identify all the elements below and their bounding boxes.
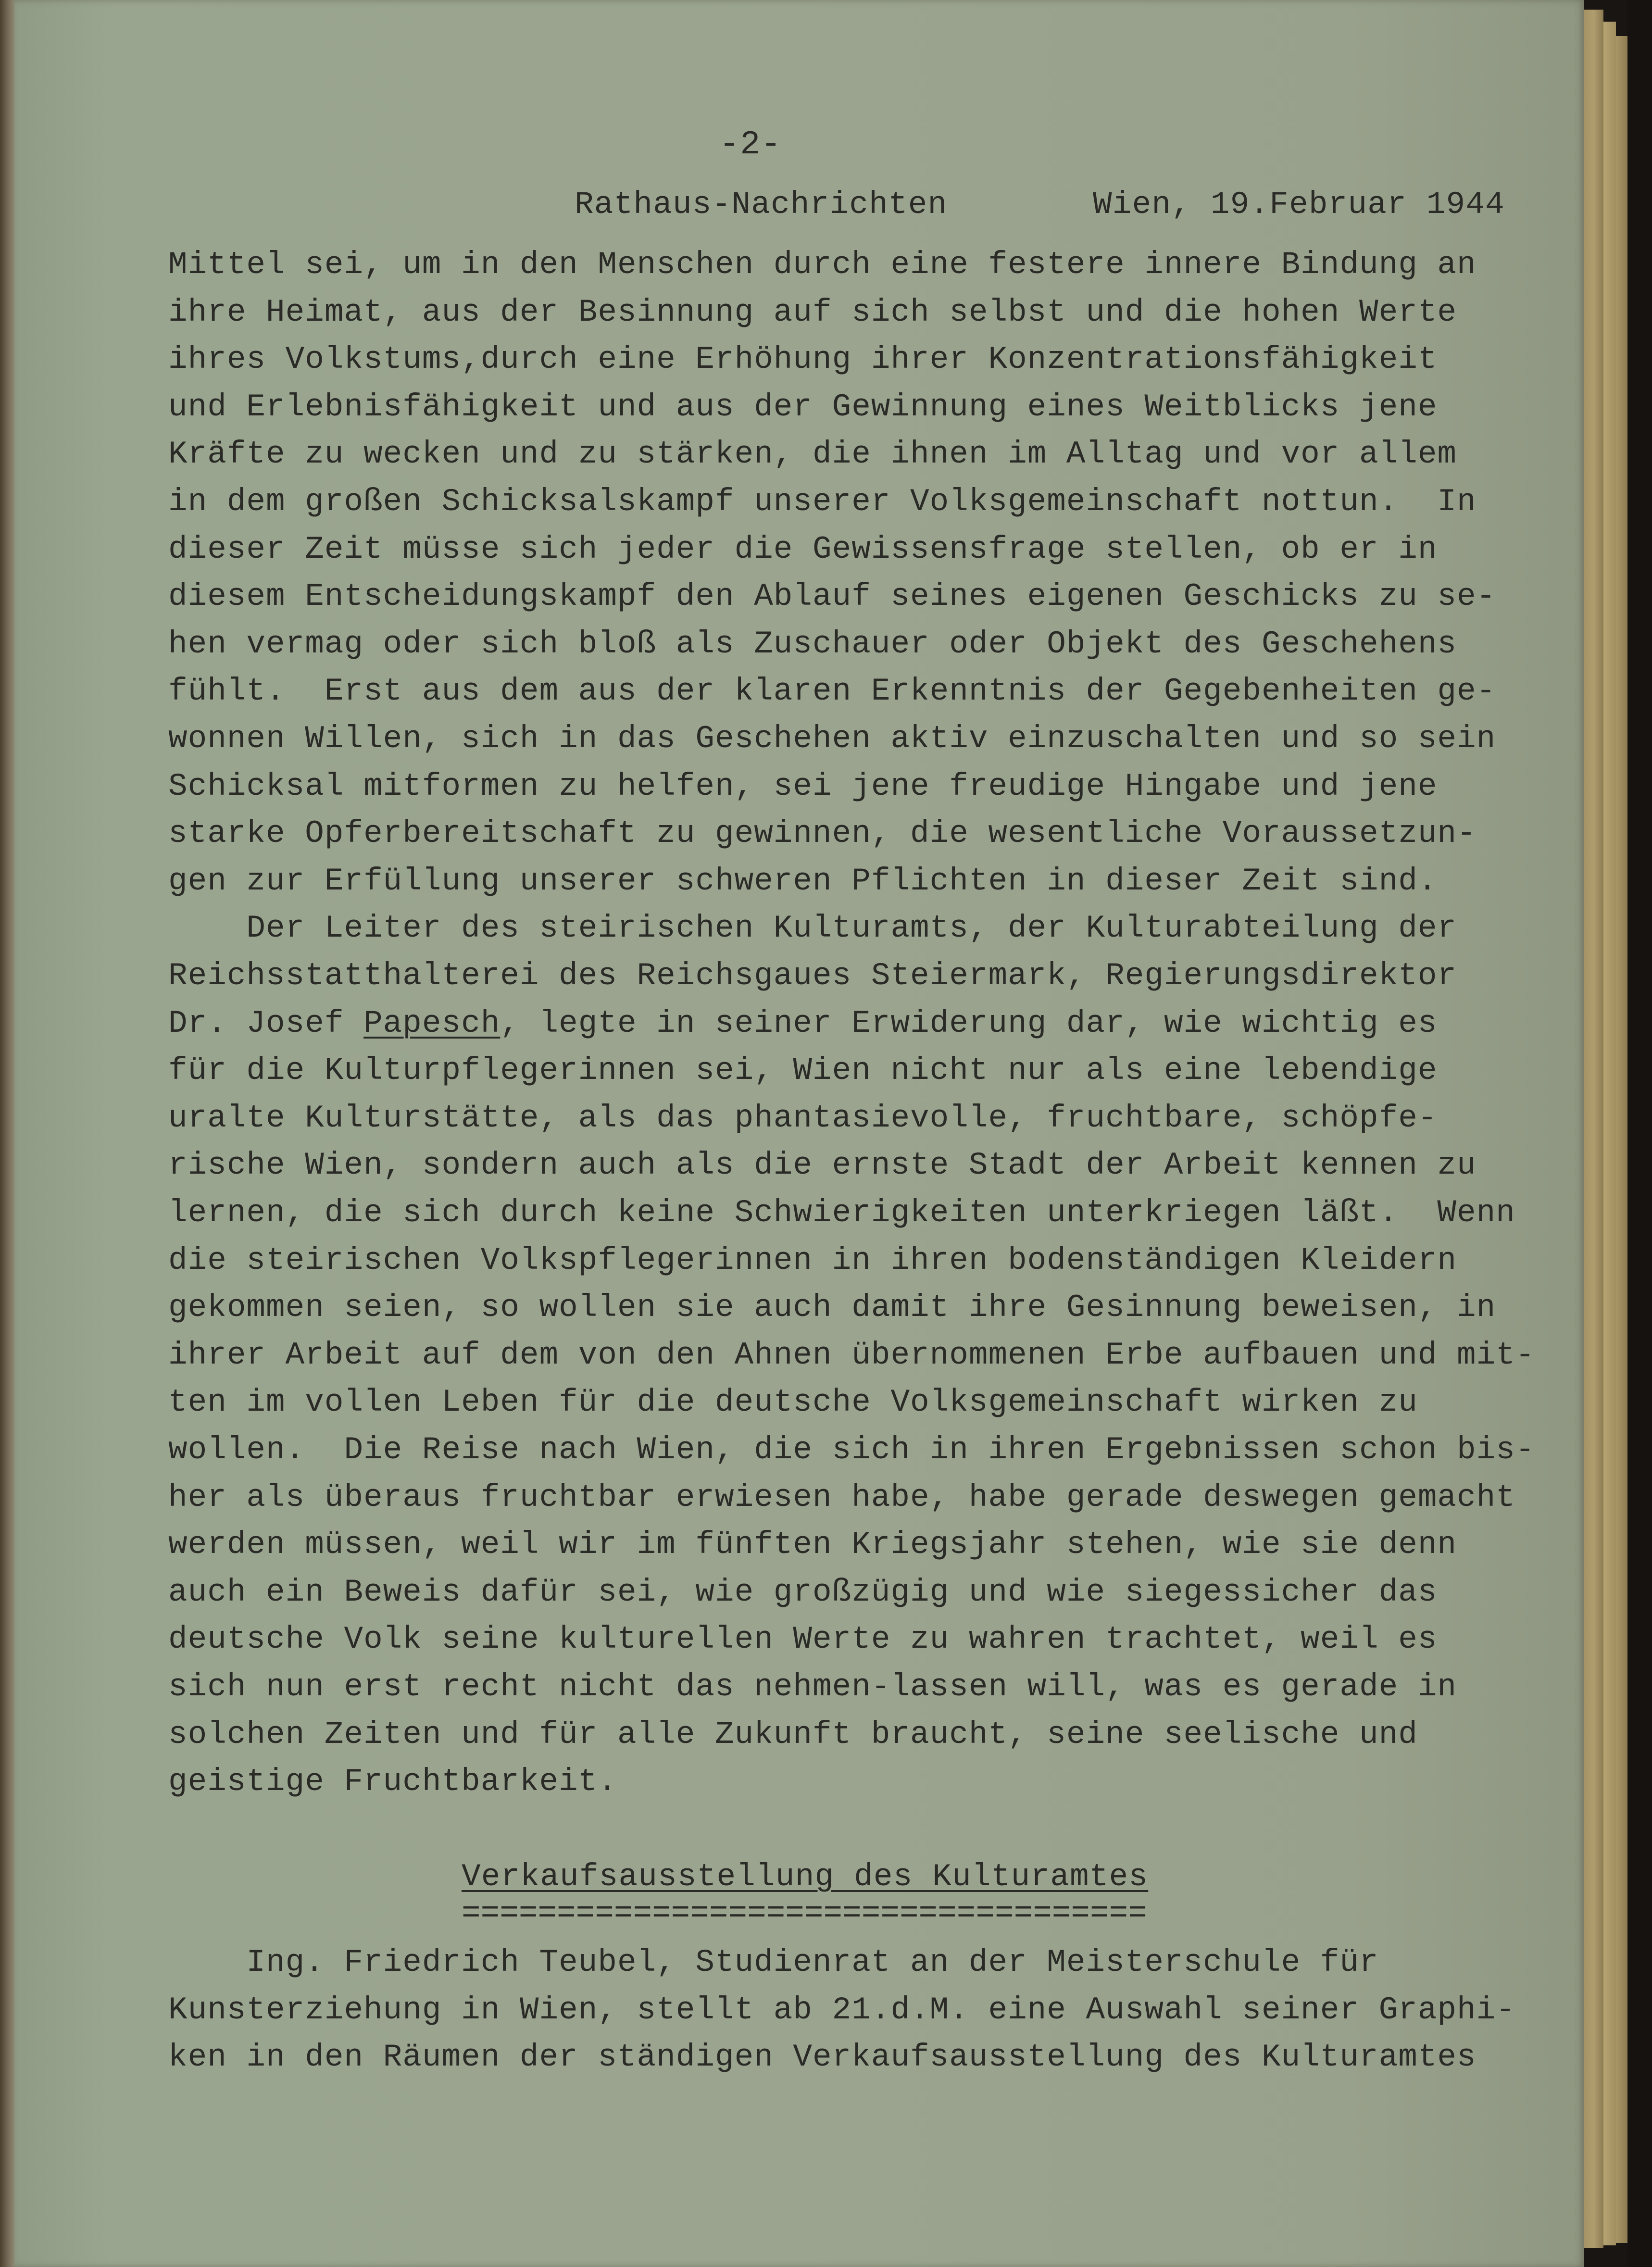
- page-stack-shadow: [1627, 0, 1652, 2267]
- header-date: Wien, 19.Februar 1944: [1093, 187, 1505, 223]
- text-line: gekommen seien, so wollen sie auch damit ihre Gesinnung beweisen, in: [168, 1290, 1496, 1326]
- text-line: hen vermag oder sich bloß als Zuschauer oder Objekt des Geschehens: [168, 626, 1457, 662]
- text-line: [168, 1002, 1437, 1045]
- text-line: rische Wien, sondern auch als die ernste Stadt der Arbeit kennen zu: [168, 1147, 1477, 1184]
- header-source: Rathaus-Nachrichten: [575, 187, 948, 223]
- text-line: her als überaus fruchtbar erwiesen habe, habe gerade deswegen gemacht: [168, 1479, 1515, 1516]
- text-line: ten im vollen Leben für die deutsche Volksgemeinschaft wirken zu: [168, 1384, 1418, 1421]
- text-line: werden müssen, weil wir im fünften Kriegsjahr stehen, wie sie denn: [168, 1527, 1457, 1563]
- underlined-name: Papesch: [363, 1005, 501, 1041]
- text-fragment: , legte in seiner Erwiderung dar, wie wichtig es: [500, 1005, 1438, 1041]
- text-line: ken in den Räumen der ständigen Verkaufsausstellung des Kulturamtes: [168, 2039, 1477, 2076]
- text-line: sich nun erst recht nicht das nehmen-lassen will, was es gerade in: [168, 1669, 1457, 1705]
- text-line: Schicksal mitformen zu helfen, sei jene freudige Hingabe und jene: [168, 768, 1438, 804]
- text-fragment: Dr. Josef: [168, 1005, 364, 1041]
- text-line: fühlt. Erst aus dem aus der klaren Erkenntnis der Gegebenheiten ge-: [168, 673, 1496, 710]
- text-line: und Erlebnisfähigkeit und aus der Gewinnung eines Weitblicks jene: [168, 388, 1438, 425]
- text-line: uralte Kulturstätte, als das phantasievolle, fruchtbare, schöpfe-: [168, 1100, 1438, 1136]
- text-line: in dem großen Schicksalskampf unserer Volksgemeinschaft nottun. In: [168, 484, 1477, 520]
- section-title-rule: ====================================: [462, 1895, 1147, 1931]
- text-line: deutsche Volk seine kulturellen Werte zu wahren trachtet, weil es: [168, 1621, 1438, 1658]
- text-line: lernen, die sich durch keine Schwierigkeiten unterkriegen läßt. Wenn: [168, 1195, 1515, 1231]
- text-line: für die Kulturpflegerinnen sei, Wien nicht nur als eine lebendige: [168, 1052, 1438, 1089]
- text-line: dieser Zeit müsse sich jeder die Gewissensfrage stellen, ob er in: [168, 531, 1438, 567]
- text-line: Mittel sei, um in den Menschen durch eine festere innere Bindung an: [168, 247, 1477, 283]
- text-line: Der Leiter des steirischen Kulturamts, der Kulturabteilung der: [168, 910, 1457, 947]
- page-stack-edge: [1603, 22, 1616, 2245]
- text-line: ihres Volkstums,durch eine Erhöhung ihrer Konzentrationsfähigkeit: [168, 341, 1438, 378]
- text-line: starke Opferbereitschaft zu gewinnen, die wesentliche Voraussetzun-: [168, 815, 1477, 852]
- text-line: ihre Heimat, aus der Besinnung auf sich selbst und die hohen Werte: [168, 294, 1457, 330]
- text-line: ihrer Arbeit auf dem von den Ahnen übernommenen Erbe aufbauen und mit-: [168, 1337, 1535, 1373]
- text-line: Reichsstatthalterei des Reichsgaues Steiermark, Regierungsdirektor: [168, 958, 1457, 994]
- document-sheet: [14, 0, 1584, 2267]
- section-title: Verkaufsausstellung des Kulturamtes: [462, 1859, 1149, 1895]
- text-line: wonnen Willen, sich in das Geschehen aktiv einzuschalten und so sein: [168, 721, 1496, 757]
- text-line: Ing. Friedrich Teubel, Studienrat an der Meisterschule für: [168, 1944, 1379, 1980]
- text-line: Kräfte zu wecken und zu stärken, die ihnen im Alltag und vor allem: [168, 436, 1457, 473]
- page-stack-edge: [1584, 10, 1603, 2248]
- text-line: gen zur Erfüllung unserer schweren Pflichten in dieser Zeit sind.: [168, 863, 1438, 899]
- text-line: Kunsterziehung in Wien, stellt ab 21.d.M. eine Auswahl seiner Graphi-: [168, 1991, 1515, 2028]
- text-line: solchen Zeiten und für alle Zukunft braucht, seine seelische und: [168, 1716, 1418, 1753]
- text-line: die steirischen Volkspflegerinnen in ihren bodenständigen Kleidern: [168, 1242, 1457, 1278]
- text-line: diesem Entscheidungskampf den Ablauf seines eigenen Geschicks zu se-: [168, 578, 1496, 615]
- text-line: auch ein Beweis dafür sei, wie großzügig und wie siegessicher das: [168, 1574, 1438, 1610]
- text-line: geistige Fruchtbarkeit.: [168, 1764, 617, 1800]
- page-stack-edge: [1616, 36, 1627, 2243]
- left-binding-edge: [0, 0, 16, 2267]
- page-number: -2-: [719, 126, 782, 164]
- text-line: wollen. Die Reise nach Wien, die sich in ihren Ergebnissen schon bis-: [168, 1432, 1535, 1468]
